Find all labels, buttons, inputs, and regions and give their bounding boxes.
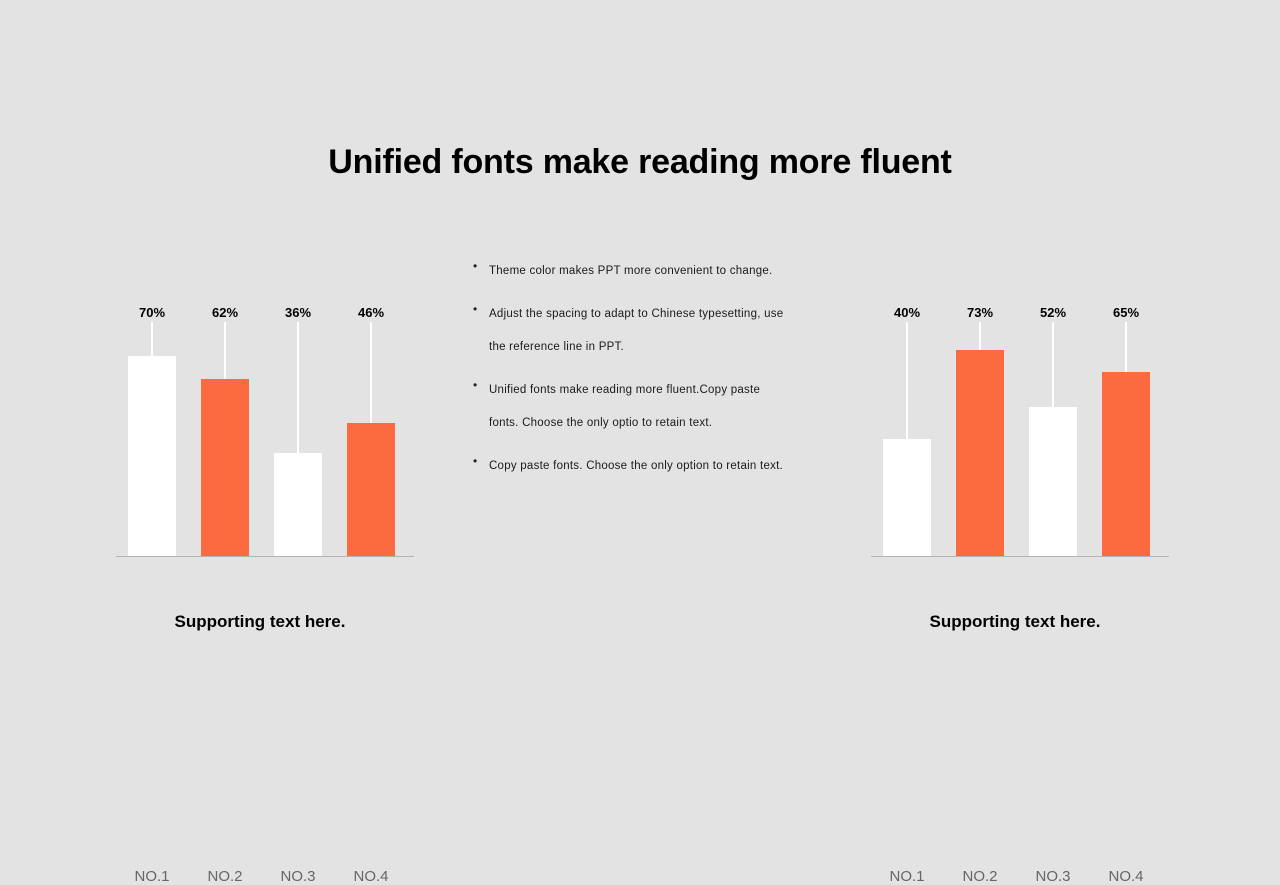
chart-right-caption: Supporting text here. [929,612,1101,631]
bar[interactable] [274,453,322,556]
bullet-dot-icon: • [473,302,478,316]
bar-category-label: NO.2 [962,868,998,885]
chart-left-caption: Supporting text here. [174,612,346,631]
chart-left [110,250,410,885]
bar[interactable] [1029,407,1077,556]
bar[interactable] [883,439,931,556]
bar-value-label: 62% [211,305,239,320]
bar[interactable] [347,423,395,556]
bar-value-label: 52% [1039,305,1067,320]
bar-leader-line [1125,322,1127,372]
bar-category-label: NO.1 [889,868,925,885]
bar-leader-line [370,322,372,423]
bar-value-label: 70% [138,305,166,320]
bar-category-label: NO.3 [280,868,316,885]
bullet-dot-icon: • [473,454,478,468]
bar-value-label: 36% [284,305,312,320]
bar[interactable] [956,350,1004,556]
list-item [473,255,793,288]
bar-leader-line [151,322,153,356]
bar-value-label: 46% [357,305,385,320]
bar-leader-line [1052,322,1054,407]
bar-leader-line [906,322,908,439]
bar[interactable] [128,356,176,556]
bar-category-label: NO.1 [134,868,170,885]
list-item-text: Copy paste fonts. Choose the only option to retain text. [489,460,784,472]
chart-left-axis [116,556,414,557]
bar[interactable] [201,379,249,556]
bar-category-label: NO.4 [353,868,389,885]
list-item-text: Theme color makes PPT more convenient to change. [489,265,773,277]
bar-leader-line [297,322,299,453]
bar[interactable] [1102,372,1150,556]
bar-leader-line [979,322,981,350]
list-item [473,298,793,364]
page-title: Unified fonts make reading more fluent [328,143,952,181]
bar-value-label: 73% [966,305,994,320]
chart-right [865,250,1165,885]
bar-value-label: 65% [1112,305,1140,320]
list-item-text: Unified fonts make reading more fluent.Copy paste fonts. Choose the only optio to retain text. [489,384,761,429]
bullet-dot-icon: • [473,378,478,392]
bar-category-label: NO.3 [1035,868,1071,885]
bar-value-label: 40% [893,305,921,320]
chart-right-axis [871,556,1169,557]
bullet-dot-icon: • [473,259,478,273]
list-item [473,450,793,483]
bar-category-label: NO.2 [207,868,243,885]
list-item [473,374,793,440]
bullet-list [473,255,793,493]
list-item-text: Adjust the spacing to adapt to Chinese typesetting, use the reference line in PPT. [489,308,784,353]
bar-leader-line [224,322,226,379]
bar-category-label: NO.4 [1108,868,1144,885]
